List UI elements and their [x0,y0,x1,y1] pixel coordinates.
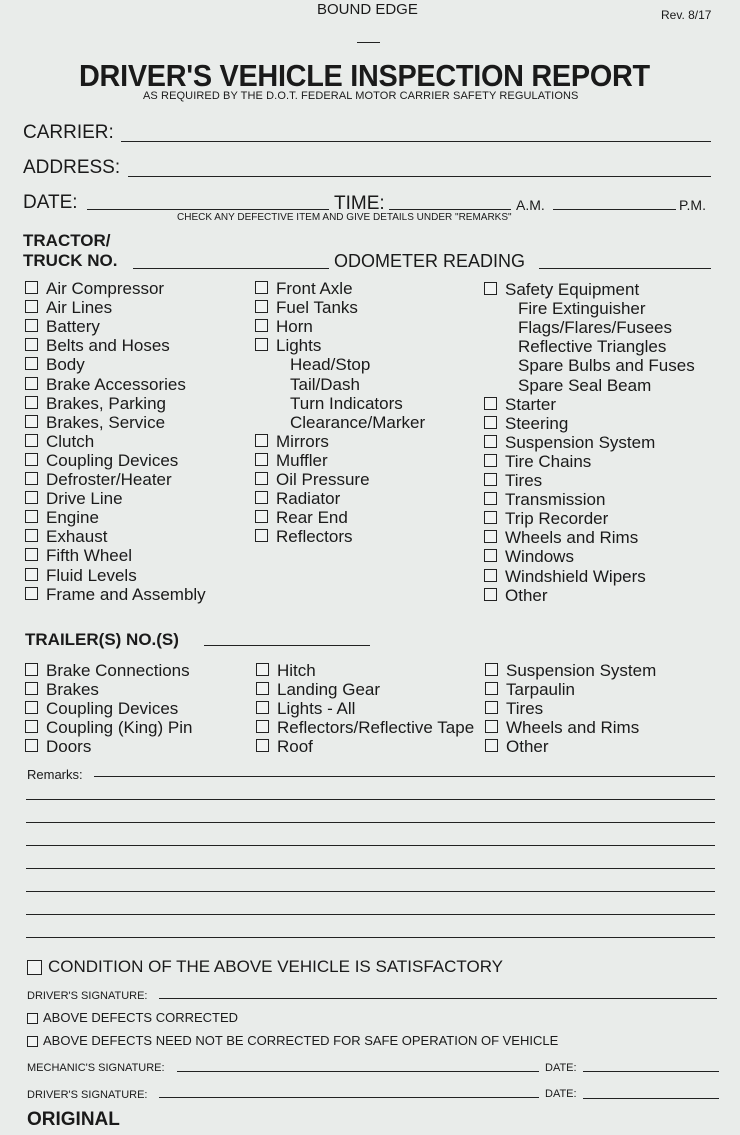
checkbox[interactable] [25,415,38,428]
satisfactory-label: CONDITION OF THE ABOVE VEHICLE IS SATISFACTORY [48,957,504,976]
sub-item-fire-extinguisher: Fire Extinguisher [518,299,646,319]
checkbox[interactable] [485,701,498,714]
checkbox-label: Rear End [276,508,348,528]
copy-label: ORIGINAL [27,1109,120,1130]
trailer-no-field[interactable] [204,645,370,646]
checkbox-label: Windshield Wipers [505,566,646,586]
remarks-line[interactable] [26,891,715,892]
sub-item-clearance-marker: Clearance/Marker [290,412,426,432]
checkbox[interactable] [25,510,38,523]
odometer-label: ODOMETER READING [334,251,526,271]
time-am-field[interactable] [389,209,511,210]
checkbox[interactable] [25,720,38,733]
checkbox-label: Coupling (King) Pin [46,718,193,738]
defects-not-needed-checkbox[interactable] [27,1036,38,1047]
checkbox-label: Transmission [505,490,606,510]
checkbox-label: Reflectors [276,527,353,547]
checkbox[interactable] [256,701,269,714]
checkbox-label: Tarpaulin [506,680,575,700]
checkbox[interactable] [484,492,497,505]
checkbox-label: Wheels and Rims [506,718,640,738]
checkbox[interactable] [25,587,38,600]
remarks-line[interactable] [26,937,715,938]
remarks-line[interactable] [26,868,715,869]
checkbox-label: Mirrors [276,431,329,451]
mechanic-date-label: DATE: [545,1062,577,1074]
sub-item-spare-bulbs-and-fuses: Spare Bulbs and Fuses [518,356,695,376]
checkbox[interactable] [255,491,268,504]
checkbox[interactable] [25,434,38,447]
checkbox[interactable] [484,549,497,562]
checkbox-label: Hitch [277,661,316,680]
checkbox-label: Engine [46,508,99,528]
checkbox-label: Tire Chains [505,451,592,471]
checkbox[interactable] [25,701,38,714]
am-label: A.M. [516,197,545,213]
checkbox[interactable] [25,357,38,370]
sub-item-spare-seal-beam: Spare Seal Beam [518,375,652,395]
sub-item-head-stop: Head/Stop [290,355,371,375]
checkbox-label: Brakes, Service [46,412,166,432]
odometer-field[interactable] [539,268,711,269]
date-label: DATE: [23,192,78,213]
bound-edge-mark [357,42,380,43]
checkbox-label: Brake Accessories [46,374,186,394]
checkbox-label: Other [506,737,549,757]
remarks-line[interactable] [26,799,715,800]
checkbox[interactable] [25,682,38,695]
checkbox[interactable] [25,453,38,466]
checkbox-label: Coupling Devices [46,450,179,470]
checkbox-label: Tires [505,471,543,490]
checkbox[interactable] [256,739,269,752]
checkbox[interactable] [485,663,498,676]
checkbox-label: Exhaust [46,527,108,547]
checkbox[interactable] [484,588,497,601]
checkbox[interactable] [255,281,268,294]
checkbox[interactable] [25,338,38,351]
bound-edge-label: BOUND EDGE [317,1,418,18]
checkbox-label: Reflectors/Reflective Tape [277,718,475,738]
tractor-label: TRACTOR/ [23,231,111,250]
address-label: ADDRESS: [23,157,121,178]
mechanic-signature-label: MECHANIC'S SIGNATURE: [27,1062,165,1074]
checkbox[interactable] [25,377,38,390]
checkbox-label: Muffler [276,450,328,470]
checkbox[interactable] [256,720,269,733]
date-field[interactable] [87,209,329,210]
checkbox-label: Suspension System [505,432,656,452]
carrier-field[interactable] [121,141,711,142]
remarks-line[interactable] [26,845,715,846]
checkbox-label: Fluid Levels [46,565,137,585]
checkbox[interactable] [255,319,268,332]
defects-not-needed-label: ABOVE DEFECTS NEED NOT BE CORRECTED FOR SAFE OPERATION OF VEHICLE [43,1033,559,1048]
driver-date-label: DATE: [545,1088,577,1100]
checkbox[interactable] [484,511,497,524]
checkbox[interactable] [25,319,38,332]
checkbox[interactable] [485,739,498,752]
checkbox-label: Roof [277,737,313,757]
checkbox[interactable] [25,739,38,752]
checkbox-label: Front Axle [276,279,353,298]
driver-signature-2-label: DRIVER'S SIGNATURE: [27,1089,148,1101]
checkbox-label: Lights - All [277,699,356,719]
trailer-heading: TRAILER(S) NO.(S) [25,630,179,649]
checkbox-label: Suspension System [506,661,657,680]
checkbox-label: Landing Gear [277,680,381,700]
instruction-text: CHECK ANY DEFECTIVE ITEM AND GIVE DETAILS UNDER "REMARKS" [177,212,512,223]
address-field[interactable] [128,176,711,177]
checkbox-label: Steering [505,413,569,433]
checkbox[interactable] [25,548,38,561]
truck-no-field[interactable] [133,268,329,269]
defects-corrected-label: ABOVE DEFECTS CORRECTED [43,1010,239,1025]
pm-label: P.M. [679,197,706,213]
defects-corrected-checkbox[interactable] [27,1013,38,1024]
checkbox-label: Coupling Devices [46,699,179,719]
checkbox-label: Doors [46,737,92,757]
satisfactory-checkbox[interactable] [27,960,42,975]
checkbox[interactable] [484,282,497,295]
checkbox-label: Brakes, Parking [46,393,166,413]
sub-item-reflective-triangles: Reflective Triangles [518,337,667,357]
checkbox[interactable] [484,454,497,467]
checkbox[interactable] [255,300,268,313]
page-title: DRIVER'S VEHICLE INSPECTION REPORT [79,58,650,93]
remarks-label: Remarks: [27,767,83,782]
checkbox[interactable] [256,663,269,676]
checkbox[interactable] [485,720,498,733]
checkbox[interactable] [484,435,497,448]
time-label: TIME: [334,193,385,214]
driver-date-field[interactable] [583,1098,719,1099]
checkbox-label: Wheels and Rims [505,528,639,548]
checkbox[interactable] [255,434,268,447]
checkbox[interactable] [484,397,497,410]
checkbox[interactable] [25,281,38,294]
revision-label: Rev. 8/17 [661,8,712,22]
remarks-line[interactable] [26,822,715,823]
checkbox-label: Brake Connections [46,661,190,680]
checkbox-label: Starter [505,394,557,414]
checkbox[interactable] [25,529,38,542]
checkbox-label: Defroster/Heater [46,470,172,489]
checkbox[interactable] [255,338,268,351]
checkbox-label: Windows [505,547,574,567]
checkbox-label: Belts and Hoses [46,336,170,356]
checkbox-label: Tires [506,699,544,719]
checkbox[interactable] [484,416,497,429]
checkbox[interactable] [25,396,38,409]
checkbox[interactable] [484,530,497,543]
checkbox-label: Air Compressor [46,279,165,298]
checkbox-label: Drive Line [46,489,123,509]
checkbox[interactable] [484,569,497,582]
checkbox[interactable] [255,529,268,542]
time-pm-field[interactable] [553,209,676,210]
checkbox[interactable] [25,491,38,504]
checkbox[interactable] [484,473,497,486]
sub-item-tail-dash: Tail/Dash [290,374,360,394]
checkbox-label: Other [505,585,548,605]
checkbox-label: Fifth Wheel [46,546,132,566]
checkbox-label: Radiator [276,489,341,509]
driver-signature-label: DRIVER'S SIGNATURE: [27,990,148,1002]
page-subtitle: AS REQUIRED BY THE D.O.T. FEDERAL MOTOR CARRIER SAFETY REGULATIONS [143,90,579,102]
carrier-label: CARRIER: [23,122,114,143]
checkbox-label: Frame and Assembly [46,584,206,604]
checkbox-label: Battery [46,317,100,337]
truck-no-label-text: TRUCK NO. [23,251,118,270]
checkbox-label: Body [46,355,85,375]
sub-item-turn-indicators: Turn Indicators [290,393,403,413]
checkbox[interactable] [255,453,268,466]
checkbox[interactable] [25,663,38,676]
mechanic-date-field[interactable] [583,1071,719,1072]
checkbox[interactable] [25,568,38,581]
sub-item-flags-flares-fusees: Flags/Flares/Fusees [518,318,672,338]
checkbox[interactable] [485,682,498,695]
remarks-line[interactable] [94,776,715,777]
checkbox-label: Trip Recorder [505,509,609,529]
remarks-line[interactable] [26,914,715,915]
driver-signature-field[interactable] [159,998,717,999]
driver-signature-2-field[interactable] [159,1097,539,1098]
checkbox-label: Brakes [46,680,99,700]
checkbox[interactable] [255,472,268,485]
checkbox-label: Clutch [46,431,95,451]
checkbox[interactable] [25,300,38,313]
checkbox-label: Safety Equipment [505,280,640,299]
mechanic-signature-field[interactable] [177,1071,539,1072]
checkbox-label: Fuel Tanks [276,298,358,318]
checkbox[interactable] [25,472,38,485]
checkbox-label: Lights [276,336,322,356]
checkbox-label: Oil Pressure [276,470,370,489]
checkbox[interactable] [255,510,268,523]
checkbox[interactable] [256,682,269,695]
checkbox-label: Horn [276,317,313,337]
checkbox-label: Air Lines [46,298,113,318]
